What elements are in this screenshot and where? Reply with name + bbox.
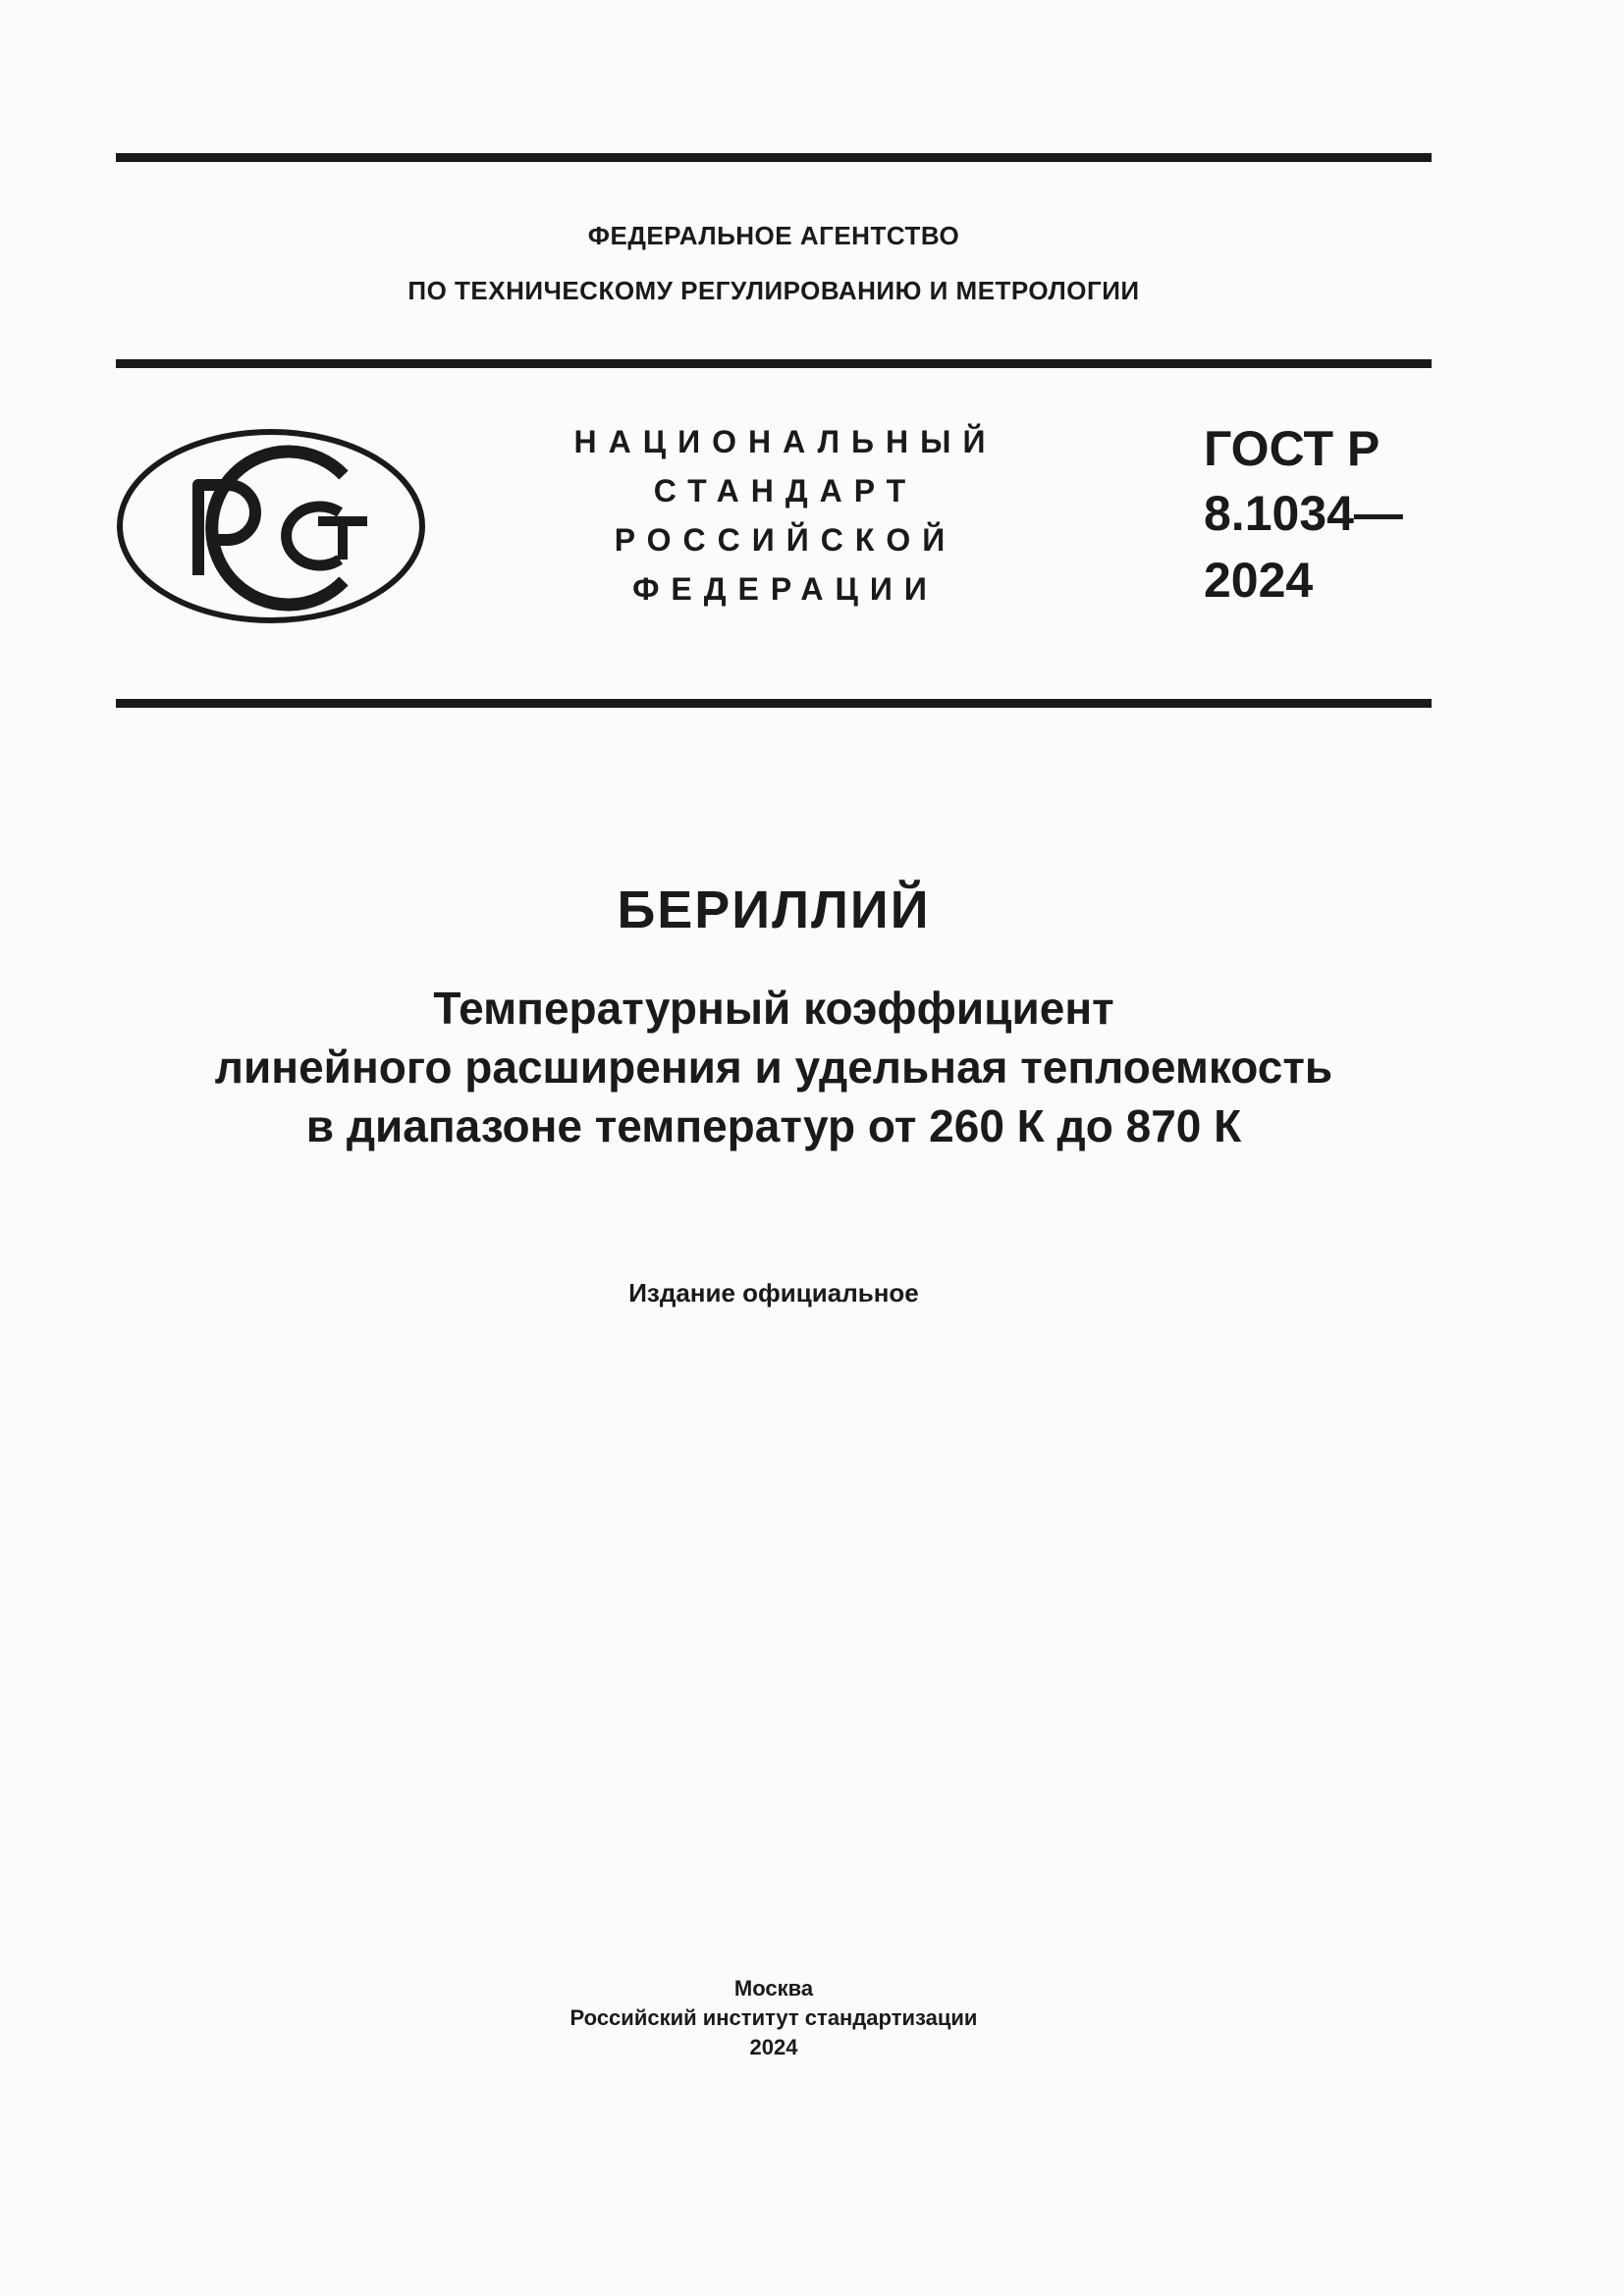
agency-line-2: ПО ТЕХНИЧЕСКОМУ РЕГУЛИРОВАНИЮ И МЕТРОЛОГИИ bbox=[407, 276, 1140, 305]
rst-gost-logo-icon bbox=[116, 428, 426, 624]
masthead-bottom-rule bbox=[116, 699, 1432, 708]
agency-line-1: ФЕДЕРАЛЬНОЕ АГЕНТСТВО bbox=[587, 221, 960, 250]
subtitle-line-1: Температурный коэффициент bbox=[433, 983, 1114, 1034]
imprint-year: 2024 bbox=[749, 2035, 798, 2059]
designation-line-1: ГОСТ Р bbox=[1204, 421, 1380, 476]
subtitle-line-2: линейного расширения и удельная теплоемкость bbox=[214, 1041, 1333, 1093]
top-rule bbox=[116, 153, 1432, 162]
imprint-publisher: Российский институт стандартизации bbox=[569, 2005, 978, 2030]
header-rule bbox=[116, 359, 1432, 368]
standard-line-2: СТАНДАРТ bbox=[653, 473, 918, 508]
designation-line-3: 2024 bbox=[1204, 553, 1314, 608]
standard-line-4: ФЕДЕРАЦИИ bbox=[632, 571, 939, 607]
imprint-city: Москва bbox=[733, 1976, 814, 2001]
subtitle-line-3: в диапазоне температур от 260 К до 870 К bbox=[305, 1100, 1242, 1151]
standard-line-3: РОССИЙСКОЙ bbox=[614, 522, 957, 558]
standard-line-1: НАЦИОНАЛЬНЫЙ bbox=[573, 424, 998, 459]
document-title: БЕРИЛЛИЙ bbox=[617, 881, 931, 939]
designation-line-2: 8.1034— bbox=[1204, 486, 1403, 541]
edition-label: Издание официальное bbox=[628, 1278, 919, 1308]
logo-svg bbox=[116, 428, 426, 624]
